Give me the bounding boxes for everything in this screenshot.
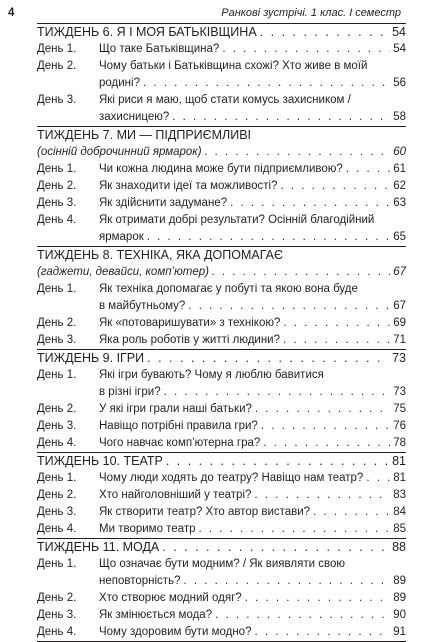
page-ref: 54 [393,43,406,55]
day-entry [37,573,406,590]
week-title: ТИЖДЕНЬ 11. МОДА [37,539,162,556]
week-subtitle: (гаджети, девайси, комп’ютер) [37,264,212,281]
week-section [37,350,406,453]
leader-line [99,607,406,624]
page-ref: 73 [393,386,406,398]
leader-line [99,504,406,521]
dot-leader [222,41,390,58]
day-topic: Як «потоваришувати» з технікою? [99,315,283,332]
day-entry [37,212,406,229]
day-topic: Як змінюється мода? [99,607,215,624]
day-entry [37,624,406,641]
dot-leader [147,350,389,367]
day-topic: Які риси я маю, щоб стати комусь захисником / [99,94,351,106]
week-title: ТИЖДЕНЬ 7. МИ — ПІДПРИЄМЛИВІ [37,128,252,142]
day-topic: ярмарок [99,229,147,246]
page-number: 4 [8,7,15,19]
dot-leader [366,470,390,487]
day-topic: Ми творимо театр [99,521,199,538]
dot-leader [313,504,390,521]
leader-line [99,435,406,452]
week-heading [37,453,406,470]
day-topic: Які ігри бувають? Чому я люблю бавитися [99,369,324,381]
week-heading [37,127,406,144]
page-ref: 54 [392,25,406,39]
week-title: ТИЖДЕНЬ 10. ТЕАТР [37,453,166,470]
day-entry [37,435,406,452]
dot-leader [166,453,389,470]
day-topic: в майбутньому? [99,298,188,315]
day-entry [37,332,406,349]
page-ref: 89 [393,575,406,587]
week-subtitle: (осінній доброчинний ярмарок) [37,144,205,161]
dot-leader [162,539,389,556]
day-topic: захисницею? [99,109,172,126]
day-entry [37,556,406,573]
dot-leader [164,384,391,401]
day-label: День 1. [37,369,77,381]
page-ref: 58 [393,111,406,123]
leader-line [99,624,406,641]
day-topic: Як створити театр? Хто автор вистави? [99,504,313,521]
day-entry [37,161,406,178]
dot-leader [260,24,389,41]
day-topic: в різні ігри? [99,384,164,401]
day-entry [37,41,406,58]
page-ref: 63 [393,197,406,209]
page-ref: 76 [393,420,406,432]
day-topic: Як знаходити ідеї та можливості? [99,178,280,195]
day-entry [37,470,406,487]
week-section [37,127,406,247]
page-ref: 84 [393,506,406,518]
day-entry [37,487,406,504]
leader-line [37,144,406,161]
week-heading [37,24,406,41]
page-ref: 71 [393,334,406,346]
dot-leader [283,315,390,332]
week-section [37,539,406,642]
leader-line [99,75,406,92]
week-subtitle-row [37,264,406,281]
page-ref: 89 [393,592,406,604]
page-ref: 60 [393,146,406,158]
day-topic: Як отримати добрі результати? Осінній благодійний [99,214,375,226]
day-label: День 3. [37,94,77,106]
dot-leader [172,109,390,126]
week-section [37,247,406,350]
week-heading [37,539,406,556]
page-ref: 67 [393,300,406,312]
day-entry [37,178,406,195]
day-topic: Чи кожна людина може бути підприємливою? [99,161,346,178]
week-heading [37,247,406,264]
day-topic: Чому люди ходять до театру? Навіщо нам театр? [99,470,366,487]
day-entry [37,298,406,315]
week-title: ТИЖДЕНЬ 9. ІГРИ [37,350,147,367]
day-label: День 1. [37,558,77,570]
page-ref: 56 [393,77,406,89]
day-label: День 3. [37,609,77,621]
day-entry [37,281,406,298]
dot-leader [261,418,390,435]
dot-leader [263,435,390,452]
day-topic: Чого навчає комп’ютерна гра? [99,435,263,452]
day-topic: Чому батьки і Батьківщина схожі? Хто живе в моїй [99,60,368,72]
leader-line [99,315,406,332]
dot-leader [212,264,390,281]
page-ref: 62 [393,180,406,192]
day-topic: Хто найголовніший у театрі? [99,487,254,504]
page-ref: 85 [393,523,406,535]
leader-line [99,521,406,538]
dot-leader [199,521,391,538]
day-topic: У які ігри грали наші батьки? [99,401,255,418]
table-of-contents [0,24,431,642]
day-topic: родині? [99,75,143,92]
page-ref: 88 [392,540,406,554]
day-label: День 1. [37,472,77,484]
leader-line [99,195,406,212]
day-label: День 4. [37,523,77,535]
page-ref: 61 [393,163,406,175]
day-entry [37,315,406,332]
day-entry [37,109,406,126]
page-ref: 73 [392,351,406,365]
day-entry [37,418,406,435]
day-label: День 3. [37,334,77,346]
dot-leader [188,298,390,315]
day-entry [37,367,406,384]
page-ref: 83 [393,489,406,501]
day-label: День 1. [37,283,77,295]
leader-line [99,332,406,349]
page-header [0,0,431,24]
leader-line [99,161,406,178]
day-label: День 2. [37,592,77,604]
day-topic: Хто створює модний одяг? [99,590,245,607]
leader-line [37,350,406,367]
leader-line [99,384,406,401]
dot-leader [230,195,390,212]
day-topic: Чому здоровим бути модно? [99,624,254,641]
day-entry [37,58,406,75]
dot-leader [205,144,391,161]
page-ref: 81 [393,472,406,484]
page-ref: 69 [393,317,406,329]
day-entry [37,92,406,109]
day-label: День 1. [37,163,77,175]
dot-leader [280,178,390,195]
leader-line [99,590,406,607]
day-topic: Що таке Батьківщина? [99,41,222,58]
dot-leader [254,487,390,504]
page-ref: 75 [393,403,406,415]
leader-line [99,298,406,315]
dot-leader [147,229,390,246]
page-ref: 67 [393,266,406,278]
day-label: День 2. [37,60,77,72]
running-title: Ранкові зустрічі. 1 клас. I семестр [221,7,401,19]
dot-leader [255,401,390,418]
leader-line [37,453,406,470]
day-label: День 2. [37,180,77,192]
dot-leader [254,624,390,641]
leader-line [99,573,406,590]
day-entry [37,195,406,212]
day-entry [37,607,406,624]
dot-leader [183,573,390,590]
leader-line [99,487,406,504]
day-label: День 3. [37,420,77,432]
page-ref: 65 [393,231,406,243]
day-label: День 2. [37,317,77,329]
dot-leader [346,161,390,178]
day-entry [37,75,406,92]
page-ref: 90 [393,609,406,621]
day-entry [37,384,406,401]
page-ref: 78 [393,437,406,449]
dot-leader [215,607,390,624]
leader-line [99,109,406,126]
day-label: День 3. [37,197,77,209]
leader-line [99,401,406,418]
day-label: День 1. [37,43,77,55]
day-topic: Як техніка допомагає у побуті та якою вона буде [99,283,358,295]
day-topic: Що означає бути модним? / Як виявляти свою [99,558,345,570]
leader-line [37,539,406,556]
leader-line [37,24,406,41]
leader-line [37,264,406,281]
dot-leader [143,75,390,92]
day-topic: Навіщо потрібні правила гри? [99,418,261,435]
day-label: День 2. [37,403,77,415]
leader-line [99,418,406,435]
day-topic: Яка роль роботів у житті людини? [99,332,283,349]
day-label: День 4. [37,437,77,449]
day-label: День 4. [37,626,77,638]
week-heading [37,350,406,367]
week-section [37,24,406,127]
day-label: День 2. [37,489,77,501]
day-entry [37,504,406,521]
week-subtitle-row [37,144,406,161]
day-entry [37,401,406,418]
dot-leader [245,590,391,607]
leader-line [99,470,406,487]
day-topic: Як здійснити задумане? [99,195,230,212]
day-entry [37,590,406,607]
day-label: День 3. [37,506,77,518]
day-topic: неповторність? [99,573,183,590]
week-title: ТИЖДЕНЬ 6. Я І МОЯ БАТЬКІВЩИНА [37,24,260,41]
leader-line [99,229,406,246]
day-entry [37,229,406,246]
day-label: День 4. [37,214,77,226]
leader-line [99,41,406,58]
week-section [37,453,406,539]
dot-leader [283,332,390,349]
week-title: ТИЖДЕНЬ 8. ТЕХНІКА, ЯКА ДОПОМАГАЄ [37,248,283,262]
page-ref: 81 [392,454,406,468]
leader-line [99,178,406,195]
page-ref: 91 [393,626,406,638]
day-entry [37,521,406,538]
